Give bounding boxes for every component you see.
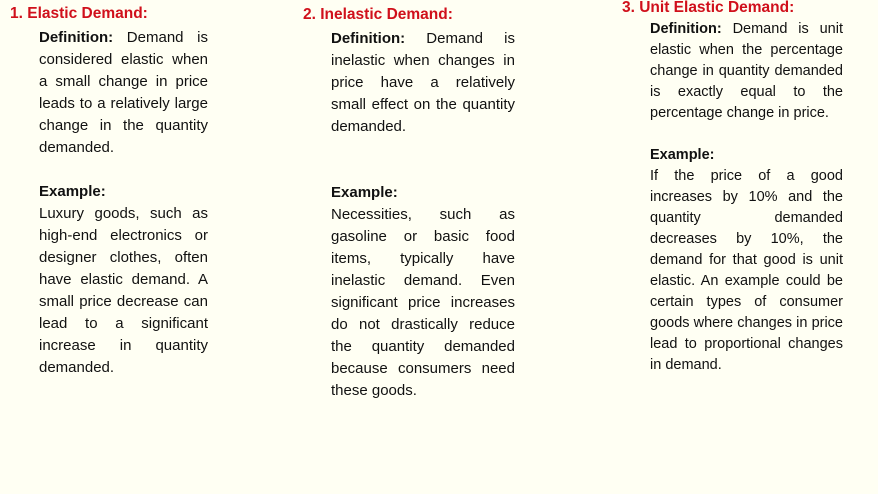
elastic-demand-section xyxy=(10,4,208,379)
example-label: Example: xyxy=(331,184,398,201)
example-text: If the price of a good increases by 10% and the quantity demanded decreases by 10%, the demand for that good is unit elastic. An example could be certain types of consumer goods where changes in price lead to proportional changes in demand. xyxy=(650,168,843,373)
section-heading: 1. Elastic Demand: xyxy=(10,5,148,22)
definition-text: Demand is considered elastic when a small change in price leads to a relatively large change in the quantity demanded. xyxy=(39,29,208,156)
definition-text: Demand is inelastic when changes in price have a relatively small effect on the quantity demanded. xyxy=(331,30,515,135)
definition-paragraph xyxy=(39,27,208,159)
section-heading: 3. Unit Elastic Demand: xyxy=(622,0,795,16)
section-body xyxy=(650,19,843,376)
example-text: Necessities, such as gasoline or basic food items, typically have inelastic demand. Even significant price increases do not drastically reduce the quantity demanded because consumers need these goods. xyxy=(331,206,515,399)
definition-paragraph xyxy=(650,19,843,124)
example-label: Example: xyxy=(650,147,715,163)
definition-text: Demand is unit elastic when the percentage change in quantity demanded is exactly equal to the percentage change in price. xyxy=(650,21,843,121)
definition-label: Definition: xyxy=(39,29,114,46)
section-heading: 2. Inelastic Demand: xyxy=(303,6,453,23)
section-body xyxy=(331,28,515,402)
definition-label: Definition: xyxy=(331,30,406,47)
example-text: Luxury goods, such as high-end electronics or designer clothes, often have elastic demand. A small price decrease can lead to a significant increase in quantity demanded. xyxy=(39,205,208,376)
definition-label: Definition: xyxy=(650,21,722,37)
inelastic-demand-section xyxy=(303,5,515,402)
example-label: Example: xyxy=(39,183,106,200)
definition-paragraph xyxy=(331,28,515,138)
section-body xyxy=(39,27,208,379)
unit-elastic-demand-section xyxy=(622,0,843,376)
